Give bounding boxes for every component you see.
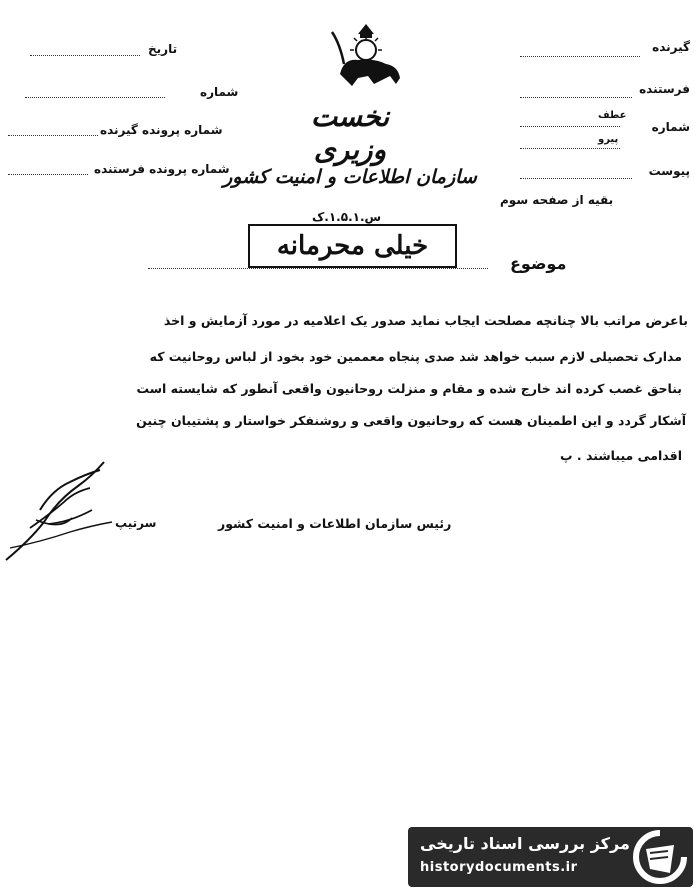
recipient-label: گیرنده <box>652 40 690 54</box>
attachment-label: پیوست <box>648 164 690 178</box>
continued-note: بقیه از صفحه سوم <box>500 193 614 207</box>
followup-field <box>520 148 620 149</box>
recipient-field <box>520 56 640 57</box>
signature-title: سرتیپ <box>115 516 157 530</box>
classification-text: خیلی محرمانه <box>276 231 429 261</box>
recipient-file-label: شماره پرونده گیرنده <box>100 123 223 137</box>
number-label-right: شماره <box>651 120 690 134</box>
body-line-5: اقدامی میباشند . پ <box>560 448 682 463</box>
recipient-file-field <box>8 135 98 136</box>
sender-file-field <box>8 174 88 175</box>
sender-field <box>520 97 632 98</box>
followup-label: پیرو <box>598 134 619 145</box>
archive-logo-icon <box>630 829 690 885</box>
signature-position: رئیس سازمان اطلاعات و امنیت کشور <box>218 516 452 531</box>
ref-label: عطف <box>598 110 627 121</box>
lion-icon <box>340 60 400 87</box>
subject-line-left <box>148 268 488 269</box>
subject-label: موضوع <box>510 254 567 273</box>
sword-icon <box>332 32 344 64</box>
office-subtitle: سازمان اطلاعات و امنیت کشور <box>223 166 477 188</box>
handwritten-signature <box>0 452 130 572</box>
date-field <box>30 55 140 56</box>
office-title: نخست وزیری <box>310 100 390 166</box>
body-line-1: باعرض مراتب بالا چنانچه مصلحت ایجاب نماید صدور یک اعلامیه در مورد آزمایش و اخذ <box>163 313 688 328</box>
date-label: تاریخ <box>148 42 178 56</box>
number-label-left: شماره <box>200 85 239 99</box>
ref-field <box>520 126 620 127</box>
body-line-4: آشکار گردد و این اطمینان هست که روحانیون واقعی و روشنفکر خواستار و پشتیبان چنین <box>136 413 686 428</box>
sender-file-label: شماره پرونده فرستنده <box>94 162 230 176</box>
classification-stamp <box>248 224 457 268</box>
watermark-url: historydocuments.ir <box>420 860 578 875</box>
watermark-org: مرکز بررسی اسناد تاریخی <box>420 834 630 853</box>
body-line-2: مدارک تحصیلی لازم سبب خواهد شد صدی پنجاه معممین خود بخود از لباس روحانیت که <box>149 349 682 364</box>
number-field-left <box>25 97 165 98</box>
lion-and-sun-emblem <box>318 14 414 94</box>
attachment-field <box>520 178 632 179</box>
body-line-3: بناحق غصب کرده اند خارج شده و مقام و منزلت روحانیون واقعی آنطور که شایسته است <box>136 381 682 396</box>
reference-code: س.۱.۵.۱.ک <box>312 210 382 224</box>
sun-icon <box>356 40 376 60</box>
sender-label: فرستنده <box>639 82 690 96</box>
